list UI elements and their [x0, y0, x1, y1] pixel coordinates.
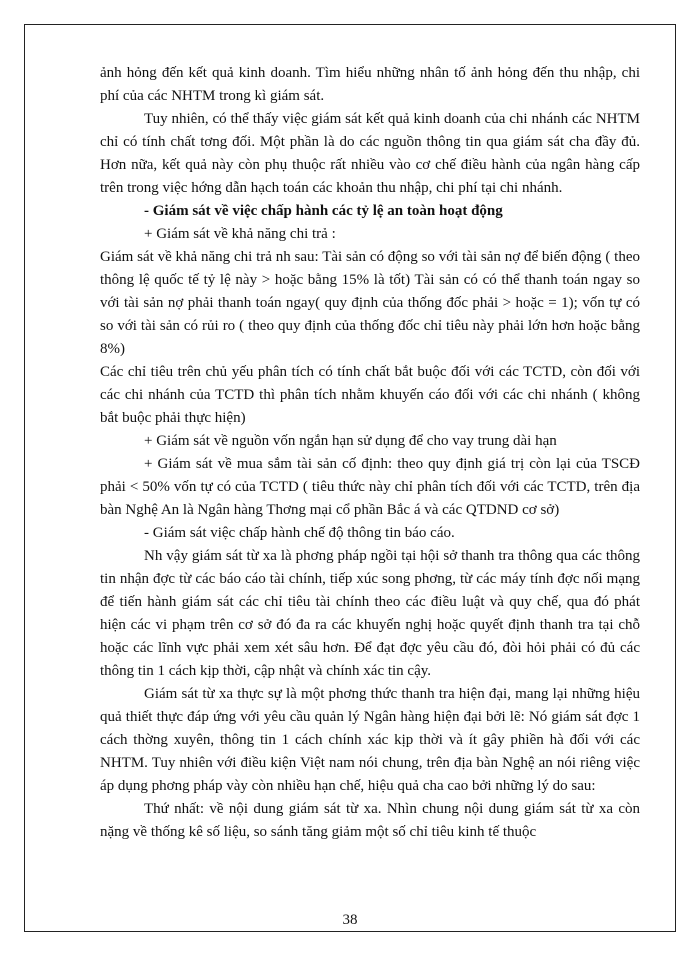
paragraph-6: Các chỉ tiêu trên chủ yếu phân tích có tính chất bắt buộc đối với các TCTD, còn đối với các chi nhánh của TCTD thì phân tích nhằm khuyến cáo đối với các chi nhánh ( không bắt buộc phải thực hiện)	[100, 364, 640, 426]
paragraph-12: Thứ nhất: về nội dung giám sát từ xa. Nhìn chung nội dung giám sát từ xa còn nặng về thống kê số liệu, so sánh tăng giảm một số chỉ tiêu kinh tế thuộc	[100, 801, 640, 840]
section-heading-safety-ratios: - Giám sát về việc chấp hành các tỷ lệ an toàn hoạt động	[144, 203, 503, 219]
paragraph-5: Giám sát về khả năng chi trả nh sau: Tài sản có động so với tài sản nợ để biến động ( theo thông lệ quốc tế tỷ lệ này > hoặc bằng 15% là tốt) Tài sản có có thể thanh toán ngay so với tài sản nợ phải thanh toán ngay( quy định của thống đốc phải > hoặc = 1); vốn tự có so với tài sản có rủi ro ( theo quy định của thống đốc chỉ tiêu này phải lớn hơn hoặc bằng 8%)	[100, 249, 640, 357]
paragraph-11: Giám sát từ xa thực sự là một phơng thức thanh tra hiện đại, mang lại những hiệu quả thiết thực đáp ứng với yêu cầu quản lý Ngân hàng hiện đại bởi lẽ: Nó giám sát đợc 1 cách thờng xuyên, thông tin 1 cách chính xác kịp thời và ít gây phiền hà đối với các NHTM. Tuy nhiên với điều kiện Việt nam nói chung, trên địa bàn Nghệ an nói riêng việc áp dụng phơng pháp vày còn nhiều hạn chế, hiệu quả cha cao bởi những lý do sau:	[100, 686, 640, 794]
bullet-reporting-regime: - Giám sát việc chấp hành chế độ thông tin báo cáo.	[144, 525, 455, 541]
body-text	[100, 62, 640, 844]
paragraph-10: Nh vậy giám sát từ xa là phơng pháp ngồi tại hội sở thanh tra thông qua các thông tin nhận đợc từ các báo cáo tài chính, tiếp xúc song phơng, từ các máy tính đợc nối mạng để tiến hành giám sát các chỉ tiêu tài chính theo các điều luật và quy chế, qua đó phát hiện các vi phạm trên cơ sở đó đa ra các khuyến nghị hoặc quyết định thanh tra tại chỗ hoặc các lĩnh vực phải xem xét sâu hơn. Để đạt đợc yêu cầu đó, đòi hỏi phải có đủ các thông tin 1 cách kịp thời, cập nhật và chính xác tin cậy.	[100, 548, 640, 679]
page-number: 38	[342, 912, 358, 928]
subheading-payment-capacity: + Giám sát về khả năng chi trả :	[144, 226, 336, 242]
paragraph-1: ảnh hỏng đến kết quả kinh doanh. Tìm hiểu những nhân tố ảnh hỏng đến thu nhập, chi phí của các NHTM trong kì giám sát.	[100, 65, 640, 104]
bullet-fixed-assets: + Giám sát về mua sắm tài sản cố định: theo quy định giá trị còn lại của TSCĐ phải < 50% vốn tự có của TCTD ( tiêu thức này chỉ phân tích đối với các TCTD, trên địa bàn Nghệ An là Ngân hàng Thơng mại cổ phần Bắc á và các QTDND cơ sở)	[100, 456, 640, 518]
bullet-short-term-capital: + Giám sát về nguồn vốn ngắn hạn sử dụng để cho vay trung dài hạn	[144, 433, 557, 449]
paragraph-2: Tuy nhiên, có thể thấy việc giám sát kết quả kinh doanh của chi nhánh các NHTM chỉ có tính chất tơng đối. Một phần là do các nguồn thông tin qua giám sát cha đầy đủ. Hơn nữa, kết quả này còn phụ thuộc rất nhiều vào cơ chế điều hành của ngân hàng cấp trên trong việc hớng dẫn hạch toán các khoản thu nhập, chi phí tại chi nhánh.	[100, 111, 640, 196]
